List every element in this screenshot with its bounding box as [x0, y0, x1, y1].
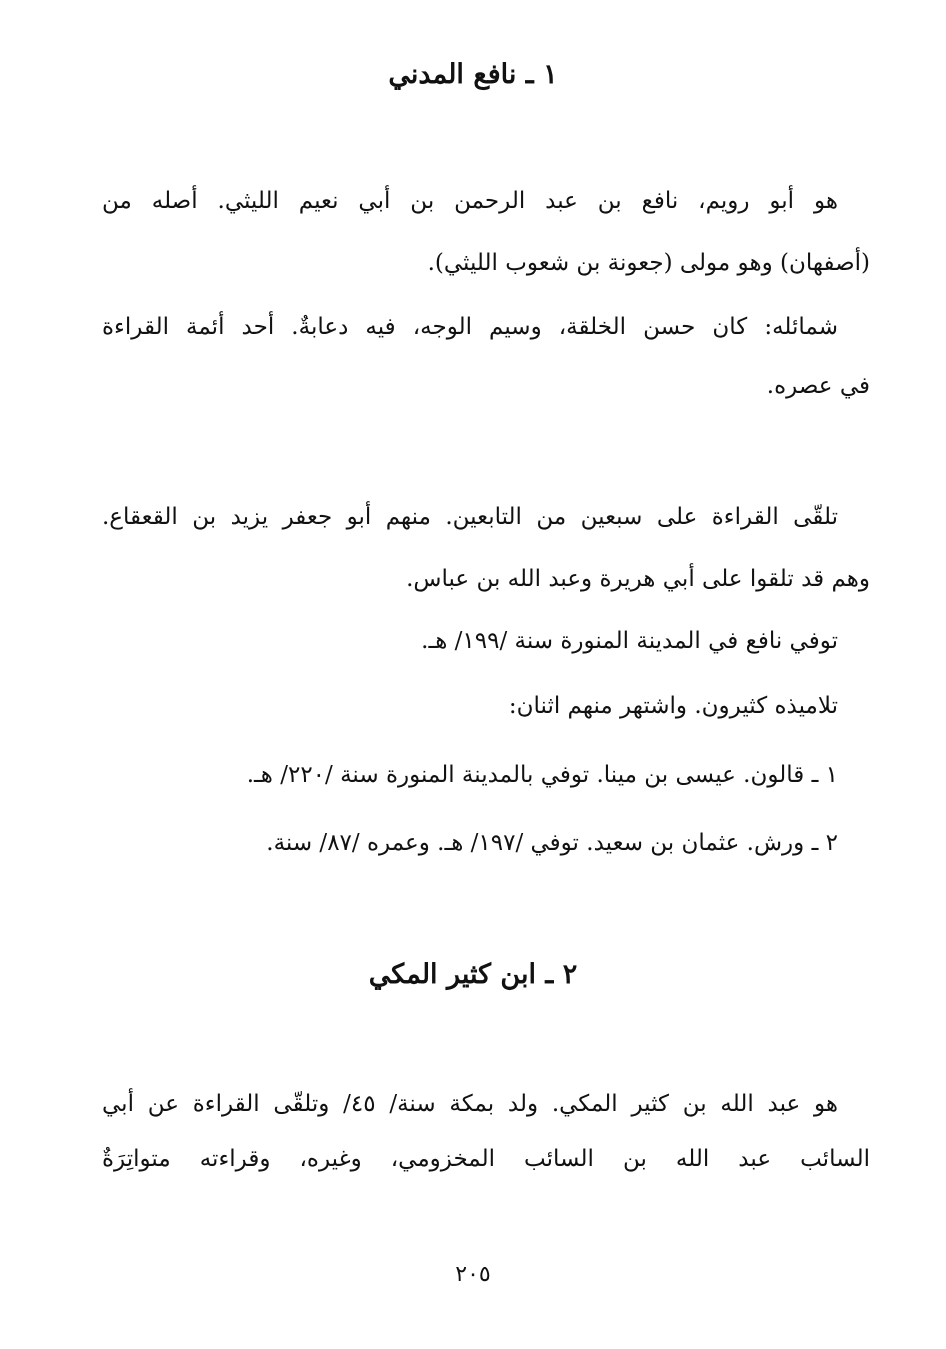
paragraph-line: وهم قد تلقوا على أبي هريرة وعبد الله بن عباس.	[406, 566, 870, 592]
paragraph-line: السائب عبد الله بن السائب المخزومي، وغيره، وقراءته متواتِرَةٌ	[102, 1146, 870, 1172]
paragraph-line: (أصفهان) وهو مولى (جعونة بن شعوب الليثي).	[427, 250, 870, 276]
list-item: ١ ـ قالون. عيسى بن مينا. توفي بالمدينة المنورة سنة /٢٢٠/ هـ.	[246, 762, 838, 788]
paragraph-line: شمائله: كان حسن الخلقة، وسيم الوجه، فيه دعابةٌ. أحد أئمة القراءة	[102, 314, 838, 340]
section-heading-nafi: ١ ـ نافع المدني	[388, 59, 558, 90]
paragraph-line: تلقّى القراءة على سبعين من التابعين. منهم أبو جعفر يزيد بن القعقاع.	[102, 504, 838, 530]
list-item: ٢ ـ ورش. عثمان بن سعيد. توفي /١٩٧/ هـ. وعمره /٨٧/ سنة.	[266, 830, 838, 856]
page-number: ٢٠٥	[455, 1262, 491, 1287]
paragraph-line: توفي نافع في المدينة المنورة سنة /١٩٩/ هـ.	[421, 628, 838, 654]
paragraph-line: هو عبد الله بن كثير المكي. ولد بمكة سنة/ ٤٥/ وتلقّى القراءة عن أبي	[102, 1091, 838, 1117]
paragraph-line: هو أبو رويم، نافع بن عبد الرحمن بن أبي نعيم الليثي. أصله من	[102, 188, 838, 214]
paragraph-line: تلاميذه كثيرون. واشتهر منهم اثنان:	[508, 693, 838, 719]
paragraph-line: في عصره.	[766, 373, 870, 399]
section-heading-ibn-kathir: ٢ ـ ابن كثير المكي	[368, 959, 578, 990]
